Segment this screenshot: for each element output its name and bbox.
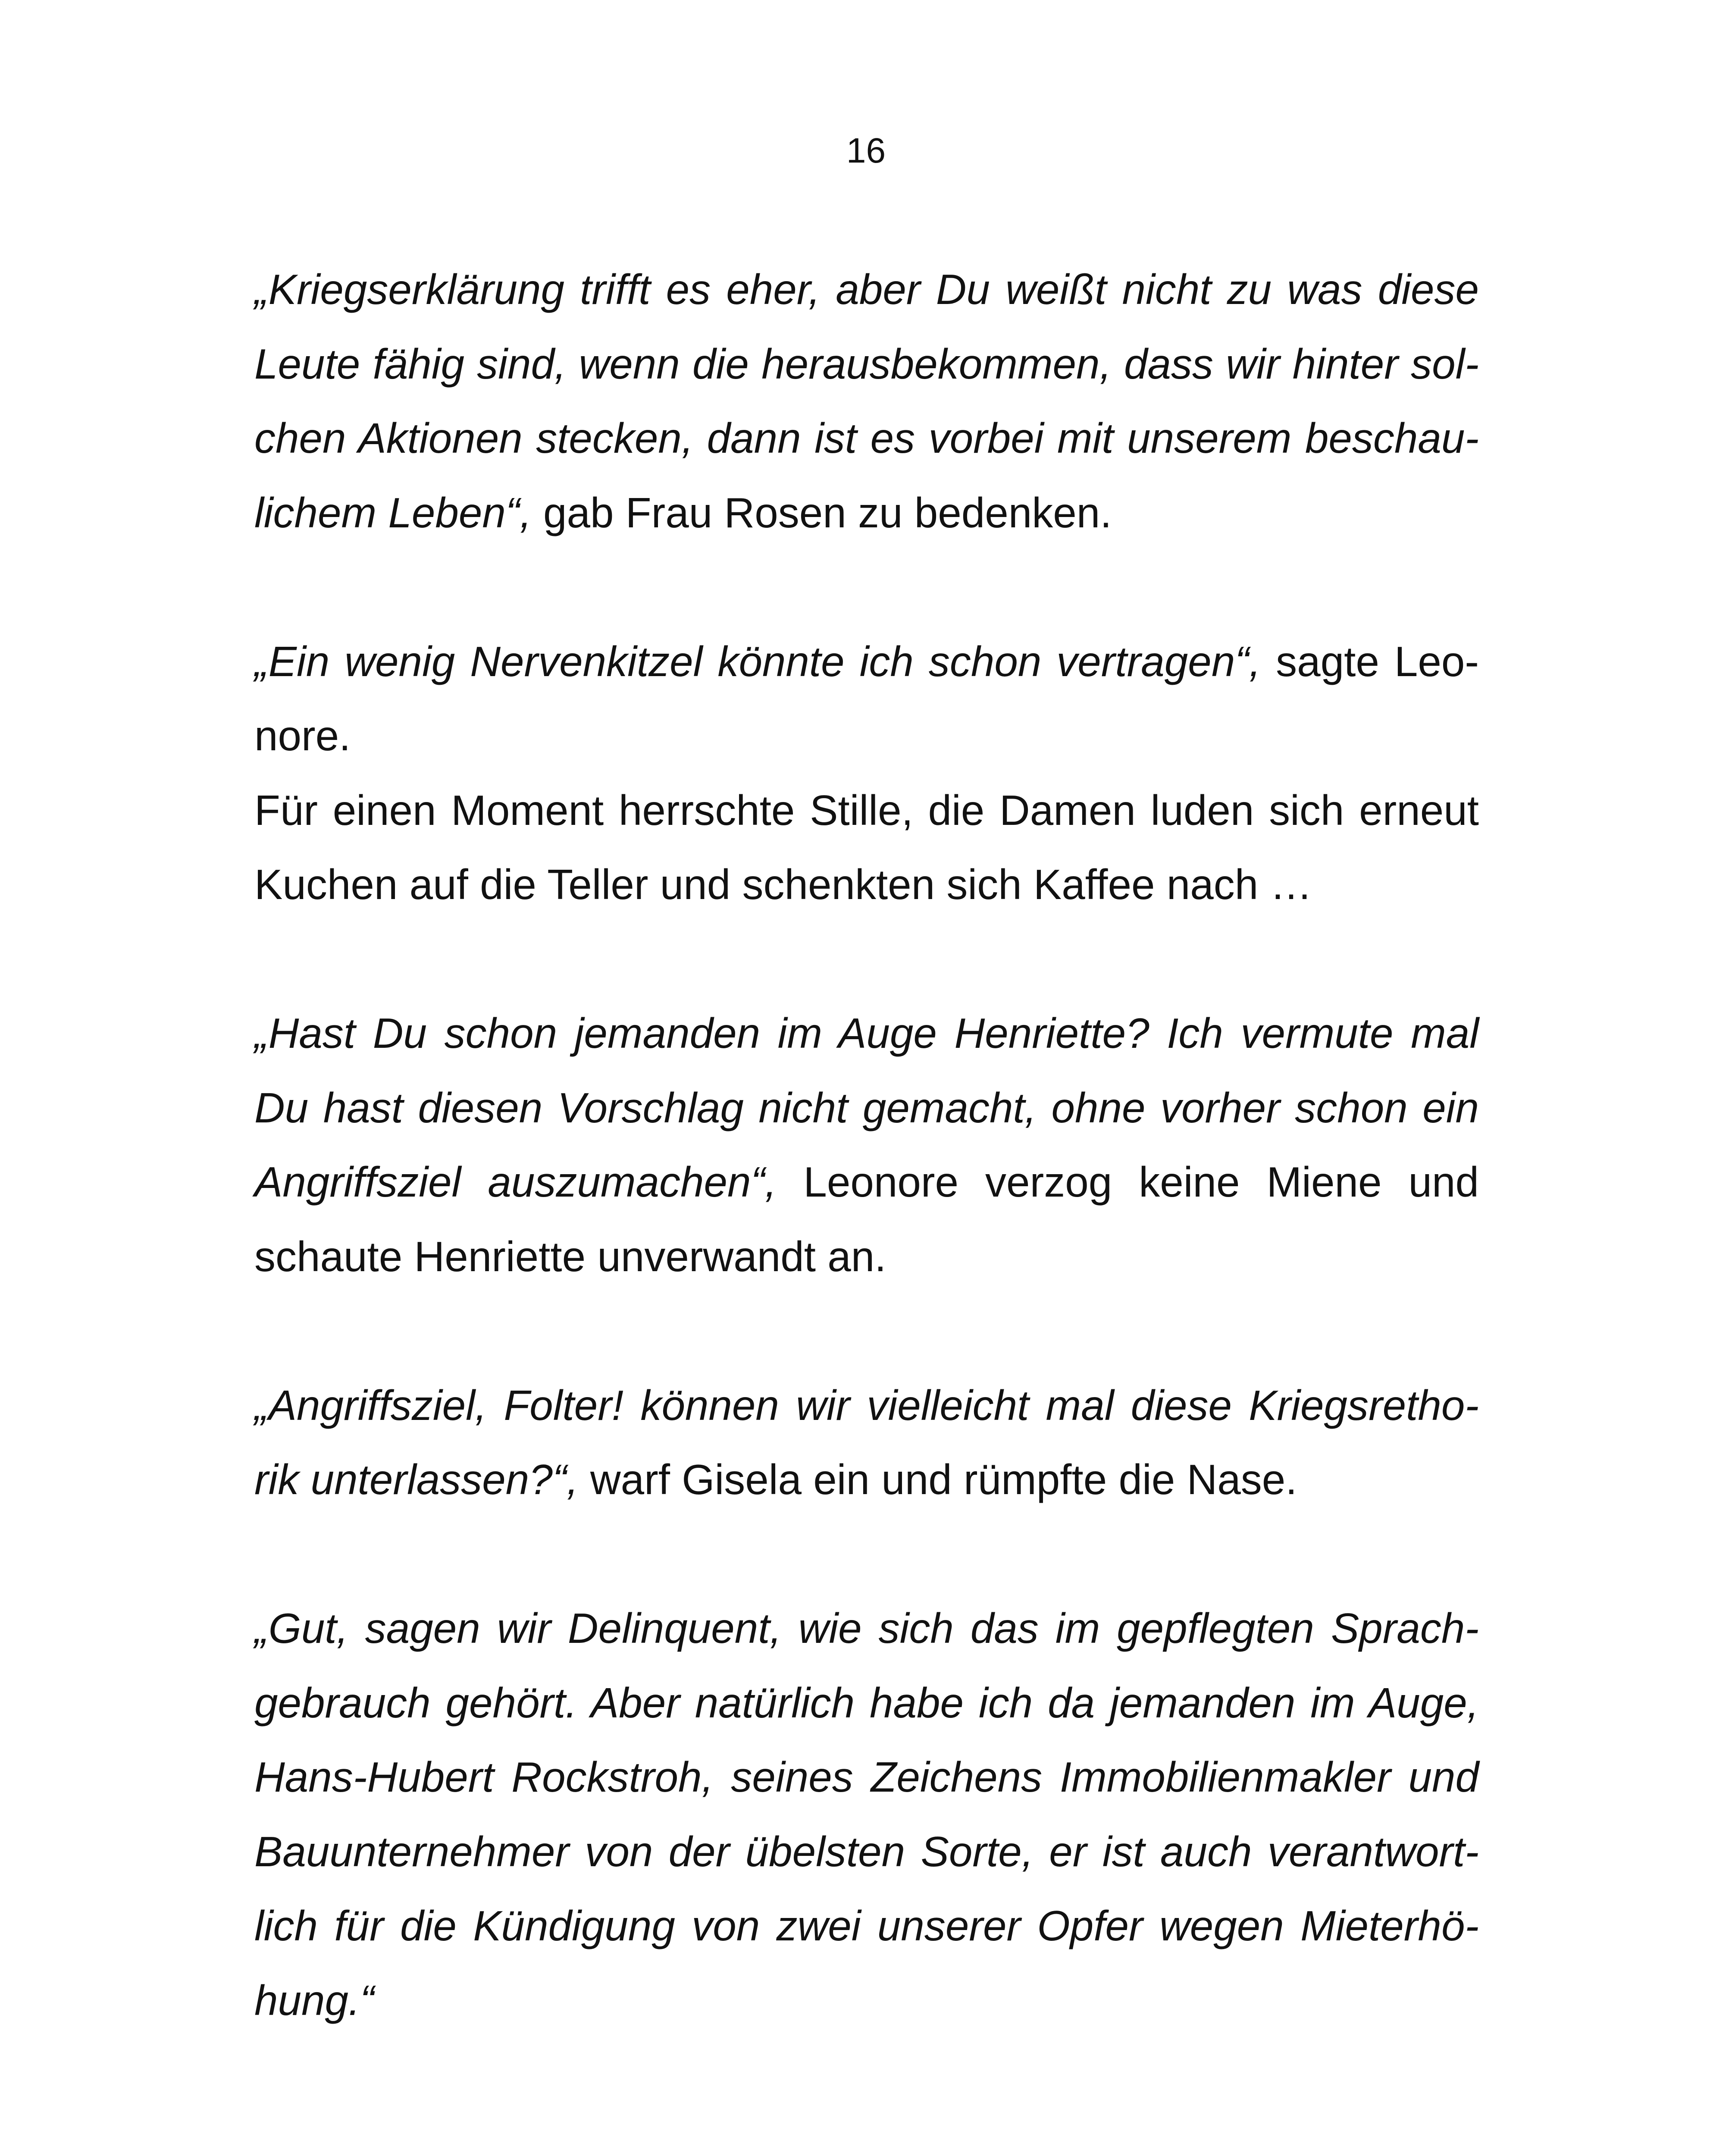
narration-text: warf Gisela ein und rümpfte die Nase. xyxy=(578,1456,1297,1503)
italic-speech: „Hast Du schon jemanden im Auge Henriette? Ich vermute mal xyxy=(254,1009,1479,1057)
text-line xyxy=(254,252,1479,327)
italic-speech: Bauunternehmer von der übelsten Sorte, er ist auch verantwort- xyxy=(254,1827,1479,1875)
text-body xyxy=(254,252,1479,2037)
text-line xyxy=(254,327,1479,401)
text-line xyxy=(254,1145,1479,1219)
narration-text: nore. xyxy=(254,712,351,759)
text-line xyxy=(254,624,1479,699)
narration-text: Für einen Moment herrschte Stille, die Damen luden sich erneut xyxy=(254,786,1479,834)
italic-speech: hung.“ xyxy=(254,1976,374,2024)
paragraph-gap xyxy=(254,1517,1479,1592)
italic-speech: „Kriegserklärung trifft es eher, aber Du weißt nicht zu was diese xyxy=(254,266,1479,313)
italic-speech: „Gut, sagen wir Delinquent, wie sich das im gepflegten Sprach- xyxy=(254,1604,1479,1652)
text-line xyxy=(254,1071,1479,1145)
text-line xyxy=(254,1219,1479,1294)
text-line xyxy=(254,1963,1479,2038)
text-line xyxy=(254,1740,1479,1814)
narration-text: Kuchen auf die Teller und schenkten sich Kaffee nach … xyxy=(254,861,1312,908)
italic-speech: lich für die Kündigung von zwei unserer Opfer wegen Mieterhö- xyxy=(254,1902,1479,1949)
text-line xyxy=(254,1814,1479,1889)
italic-speech: „Angriffsziel, Folter! können wir vielleicht mal diese Kriegsretho- xyxy=(254,1381,1479,1429)
paragraph-gap xyxy=(254,922,1479,997)
narration-text: sagte Leo- xyxy=(1261,637,1479,685)
italic-speech: rik unterlassen?“, xyxy=(254,1456,579,1503)
text-line xyxy=(254,699,1479,773)
italic-speech: Leute fähig sind, wenn die herausbekommen, dass wir hinter sol- xyxy=(254,340,1479,388)
text-line xyxy=(254,996,1479,1071)
text-line xyxy=(254,1368,1479,1443)
text-line xyxy=(254,401,1479,476)
italic-speech: Hans-Hubert Rockstroh, seines Zeichens Immobilienmakler und xyxy=(254,1753,1479,1801)
narration-text: gab Frau Rosen zu bedenken. xyxy=(531,489,1112,536)
narration-text: Leonore verzog keine Miene und xyxy=(777,1158,1479,1206)
text-line xyxy=(254,1889,1479,1963)
text-line xyxy=(254,1442,1479,1517)
italic-speech: lichem Leben“, xyxy=(254,489,532,536)
paragraph-gap xyxy=(254,1294,1479,1368)
page-number: 16 xyxy=(846,131,886,170)
paragraph-gap xyxy=(254,550,1479,624)
italic-speech: Du hast diesen Vorschlag nicht gemacht, ohne vorher schon ein xyxy=(254,1084,1479,1131)
italic-speech: Angriffsziel auszumachen“, xyxy=(254,1158,777,1206)
text-line xyxy=(254,1591,1479,1666)
text-line xyxy=(254,476,1479,550)
text-line xyxy=(254,847,1479,922)
italic-speech: „Ein wenig Nervenkitzel könnte ich schon vertragen“, xyxy=(254,637,1261,685)
italic-speech: chen Aktionen stecken, dann ist es vorbei mit unserem beschau- xyxy=(254,414,1479,462)
narration-text: schaute Henriette unverwandt an. xyxy=(254,1232,886,1280)
text-line xyxy=(254,773,1479,848)
text-line xyxy=(254,1666,1479,1740)
italic-speech: gebrauch gehört. Aber natürlich habe ich da jemanden im Auge, xyxy=(254,1679,1479,1727)
